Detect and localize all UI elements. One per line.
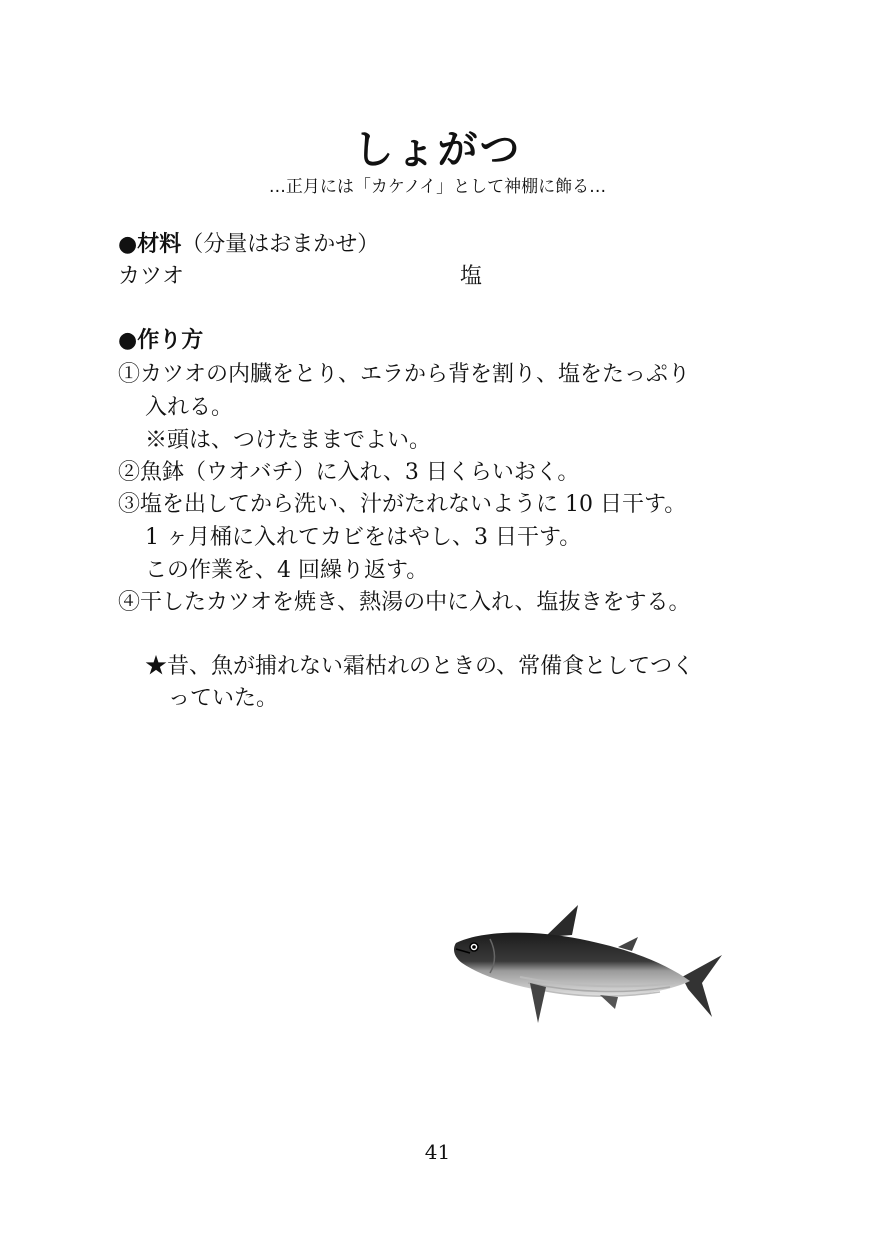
materials-heading-line [118, 230, 379, 260]
method-step-3-repeat: この作業を、4 回繰り返す。 [145, 558, 429, 583]
remark-line-1: ★昔、魚が捕れない霜枯れのときの、常備食としてつく [145, 654, 695, 679]
page-subtitle: …正月には「カケノイ」として神棚に飾る… [268, 177, 607, 197]
method-step-1: ①カツオの内臓をとり、エラから背を割り、塩をたっぷり [118, 362, 691, 387]
page-number: 41 [424, 1140, 451, 1164]
method-step-1-cont: 入れる。 [145, 395, 234, 420]
method-step-2: ②魚鉢（ウオバチ）に入れ、3 日くらいおく。 [118, 460, 580, 485]
method-heading: ●作り方 [118, 328, 204, 353]
method-step-3: ③塩を出してから洗い、汁がたれないように 10 日干す。 [118, 492, 687, 517]
method-step-3-cont: 1 ヶ月桶に入れてカビをはやし、3 日干す。 [145, 525, 582, 550]
materials-heading: ●材料 [118, 232, 182, 257]
remark-line-2: っていた。 [168, 686, 279, 711]
materials-note: （分量はおまかせ） [181, 232, 380, 257]
page-title: しょがつ [353, 127, 522, 173]
method-step-1-note: ※頭は、つけたままでよい。 [145, 428, 432, 453]
method-step-4: ④干したカツオを焼き、熱湯の中に入れ、塩抜きをする。 [118, 590, 691, 615]
materials-item-katsuo: カツオ [118, 264, 185, 289]
skipjack-tuna-image [450, 895, 730, 1025]
materials-item-salt: 塩 [460, 264, 483, 289]
